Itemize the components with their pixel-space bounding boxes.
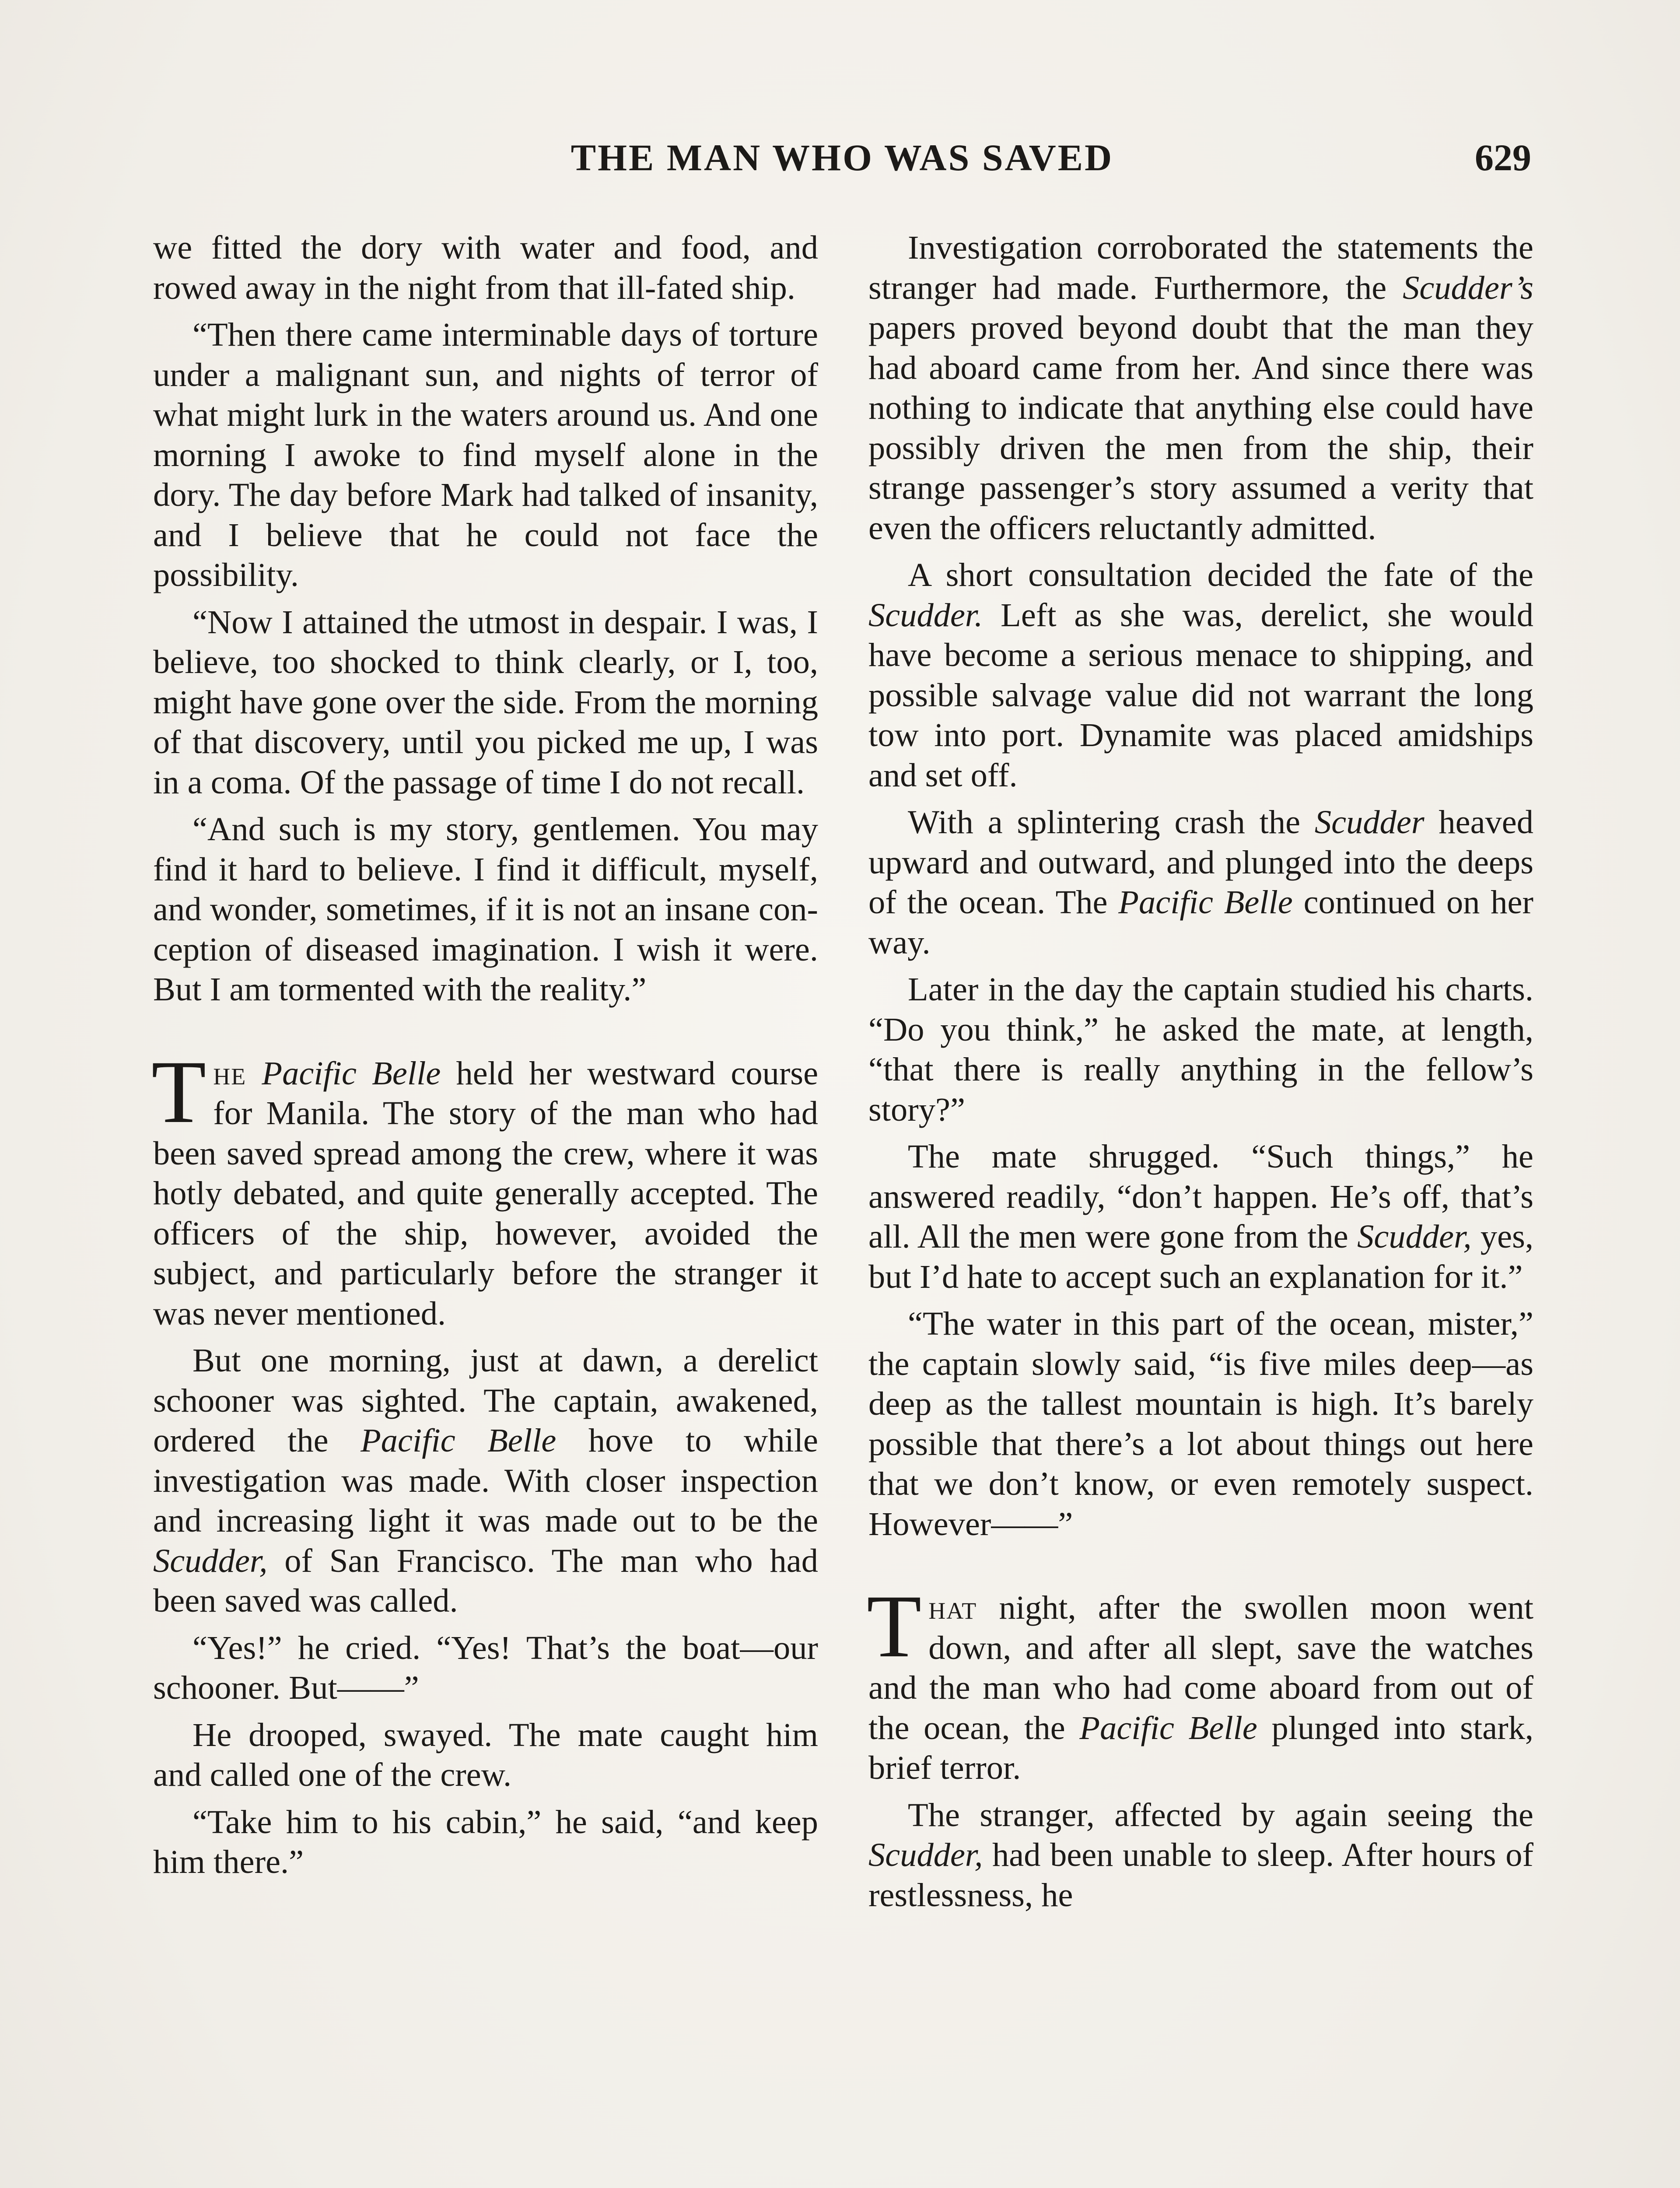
paragraph-text: yes, but I’d hate to accept such an explanation for it.”: [868, 1218, 1533, 1295]
paragraph-text: had been unable to sleep. After hours of restlessness, he: [868, 1836, 1534, 1914]
paragraph-text: held her westward course for Manila. The story of the man who had been saved spread among the crew, where it was hotly debated, and quite generally accepted. The officers of the ship, however, avoided the subject, and particularly before the stranger it was never mentioned.: [153, 1054, 819, 1332]
ship-name: Scudder’s: [1403, 269, 1533, 306]
paragraph: “And such is my story, gentlemen. You may find it hard to believe. I find it difficult, myself, and wonder, sometimes, if it is not an insane conception of diseased imagination. I wish it were. But I am tormented with the reality.”: [153, 810, 818, 1008]
paragraph: “The water in this part of the ocean, mister,” the captain slowly said, “is five miles deep—as deep as the tallest mountain is high. It’s barely possible that there’s a lot about things out here that we don’t know, or even remotely suspect. However——”: [868, 1305, 1533, 1543]
paragraph-text: A short consultation decided the fate of the: [908, 556, 1533, 593]
section-paragraph: [867, 1577, 1534, 1788]
ship-name: Scudder,: [1357, 1218, 1472, 1255]
paragraph: [868, 228, 1533, 548]
ship-name: Pacific Belle: [1118, 884, 1293, 921]
small-caps-text: he: [213, 1054, 247, 1092]
paragraph-text: plunged into stark, brief terror.: [868, 1709, 1534, 1786]
paragraph: He drooped, swayed. The mate caught him and called one of the crew.: [153, 1716, 818, 1793]
right-column: [868, 228, 1533, 1922]
running-head: [153, 127, 1531, 179]
paragraph-text: night, after the swollen moon went down, and after all slept, save the watches and the man who had come aboard from out of the ocean, the: [868, 1589, 1533, 1746]
paragraph-text: Left as she was, derelict, she would have become a serious menace to shipping, and possible salvage value did not warrant the long tow into port. Dynamite was placed amidships and set off.: [868, 596, 1533, 794]
ship-name: Pacific Belle: [360, 1422, 556, 1459]
paragraph: “Then there came interminable days of torture under a malignant sun, and nights of terror of what might lurk in the waters around us. And one morning I awoke to find myself alone in the dory. The day before Mark had talked of insanity, and I believe that he could not face the possibility.: [153, 316, 818, 593]
paragraph: Later in the day the captain studied his charts. “Do you think,” he asked the mate, at length, “that there is really anything in the fellow’s story?”: [868, 971, 1533, 1128]
paragraph: [868, 555, 1533, 795]
paragraph-text: Investigation corroborated the statements the stranger had made. Furthermore, the: [868, 229, 1533, 306]
paragraph-text: But one morning, just at dawn, a derelict schooner was sighted. The captain, awakened, ordered the: [153, 1342, 818, 1459]
paragraph-text: continued on her way.: [868, 884, 1533, 961]
left-column: [153, 228, 818, 1889]
ship-name: Pacific Belle: [1079, 1709, 1257, 1746]
section-paragraph: [151, 1042, 819, 1334]
paragraph: “Take him to his cabin,” he said, “and keep him there.”: [153, 1803, 818, 1880]
ship-name: Pacific Belle: [262, 1054, 441, 1092]
ship-name: Scudder: [1314, 803, 1424, 841]
ship-name: Scudder.: [868, 596, 983, 634]
ship-name: Scudder,: [153, 1542, 268, 1579]
paragraph-text: papers proved beyond doubt that the man they had aboard came from her. And since there was nothing to indicate that anything else could have possibly driven the men from the ship, their strange passenger’s story assumed a verity that even the officers reluctantly admitted.: [868, 309, 1533, 547]
paragraph: we fitted the dory with water and food, and rowed away in the night from that ill-fated ship.: [153, 229, 818, 306]
paragraph: “Now I attained the utmost in despair. I was, I believe, too shocked to think clearly, or I, too, might have gone over the side. From the morning of that discovery, until you picked me up, I was in a coma. Of the passage of time I do not recall.: [153, 603, 818, 801]
paragraph: [153, 1340, 818, 1621]
drop-cap: T: [151, 1042, 206, 1142]
paragraph: [868, 1136, 1533, 1297]
paragraph-text: hove to while investigation was made. With closer inspection and increasing light it was made out to be the: [153, 1422, 819, 1539]
paragraph-text: The stranger, affected by again seeing the: [908, 1796, 1533, 1834]
ship-name: Scudder,: [868, 1836, 983, 1873]
small-caps-text: hat: [928, 1589, 977, 1626]
paragraph-text: With a splintering crash the: [908, 803, 1301, 841]
page-title: THE MAN WHO WAS SAVED: [570, 137, 1114, 179]
page-number: 629: [1475, 137, 1531, 179]
paragraph-text: heaved upward and outward, and plunged into the deeps of the ocean. The: [868, 803, 1534, 921]
paragraph: [868, 802, 1533, 962]
paragraph: “Yes!” he cried. “Yes! That’s the boat—our schooner. But——”: [153, 1629, 818, 1706]
paragraph: [868, 1795, 1533, 1915]
paragraph-text: of San Francisco. The man who had been saved was called.: [153, 1542, 818, 1619]
drop-cap: T: [867, 1577, 922, 1676]
paragraph-text: The mate shrugged. “Such things,” he answered readily, “don’t happen. He’s off, that’s all. All the men were gone from the: [868, 1138, 1533, 1255]
